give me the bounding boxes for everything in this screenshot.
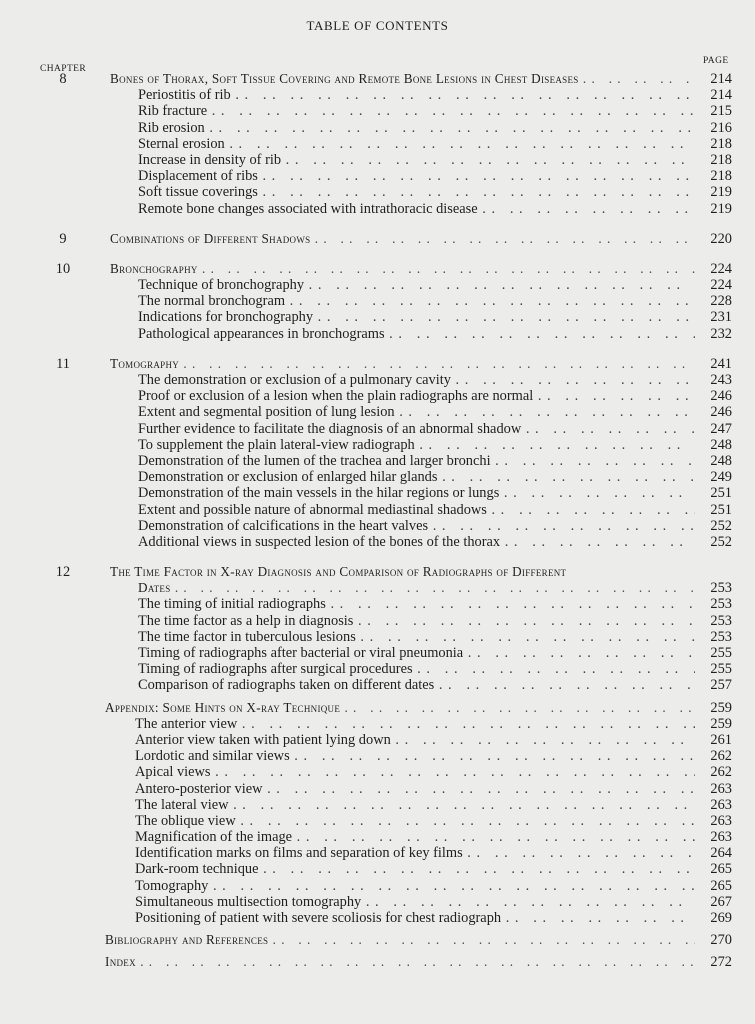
toc-entry [0,453,755,469]
entry-title: Increase in density of rib . . [138,152,695,168]
index-title: Index . . [105,954,695,970]
toc-entry [0,781,755,797]
toc-entry [0,732,755,748]
toc-entry [0,184,755,200]
chapter-11-heading [0,356,755,372]
bibliography-heading [0,932,755,948]
toc-list [0,71,755,971]
chapter-8-heading [0,71,755,87]
page-number: 248 [710,452,732,469]
toc-entry [0,421,755,437]
entry-title: The time factor in tuberculous lesions . . [138,629,695,645]
toc-entry [0,534,755,550]
chapter-title-cont: Dates . . [138,580,695,596]
entry-title: Rib fracture . . [138,103,695,119]
page-number: 263 [710,812,732,829]
entry-title: Pathological appearances in bronchograms . . [138,326,695,342]
toc-entry [0,629,755,645]
appendix-heading [0,700,755,716]
entry-title: To supplement the plain lateral-view radiograph . . [138,437,695,453]
appendix-title: Appendix: Some Hints on X-ray Technique . . [105,700,695,716]
page-title: TABLE OF CONTENTS [306,18,449,33]
toc-entry [0,910,755,926]
page-number: 224 [710,277,732,294]
entry-title: Soft tissue coverings . . [138,184,695,200]
chapter-number: 8 [59,71,67,87]
toc-entry [0,748,755,764]
page-number: 214 [710,87,732,104]
toc-entry [0,764,755,780]
toc-entry [0,469,755,485]
page-number: 232 [710,325,732,342]
toc-entry [0,201,755,217]
page-number: 252 [710,533,732,550]
chapter-9-heading [0,231,755,247]
toc-entry [0,716,755,732]
toc-entry [0,502,755,518]
entry-title: Apical views . . [135,764,695,780]
toc-entry [0,829,755,845]
entry-title: Sternal erosion . . [138,136,695,152]
page-number: 228 [710,293,732,310]
entry-title: Technique of bronchography . . [138,277,695,293]
toc-entry [0,861,755,877]
entry-title: Demonstration or exclusion of enlarged hilar glands . . [138,469,695,485]
page-number: 218 [710,135,732,152]
toc-entry [0,87,755,103]
toc-entry [0,152,755,168]
page-number: 220 [710,230,732,247]
entry-title: The timing of initial radiographs . . [138,596,695,612]
entry-title: Positioning of patient with severe scoliosis for chest radiograph . . [135,910,695,926]
toc-entry [0,277,755,293]
toc-entry [0,437,755,453]
entry-title: The lateral view . . [135,797,695,813]
toc-entry [0,613,755,629]
chapter-number: 10 [55,260,71,277]
entry-title: Lordotic and similar views . . [135,748,695,764]
chapter-title: Tomography . . [110,356,695,372]
toc-entry [0,404,755,420]
chapter-number: 12 [55,564,71,581]
page-number: 253 [710,580,732,597]
entry-title: Comparison of radiographs taken on different dates . . [138,677,695,693]
entry-title: Proof or exclusion of a lesion when the plain radiographs are normal . . [138,388,695,404]
page-number: 255 [710,661,732,678]
page-number: 263 [710,796,732,813]
page-number: 231 [710,309,732,326]
page-number: 241 [710,355,732,372]
toc-entry [0,894,755,910]
page-number: 253 [710,612,732,629]
toc-entry [0,845,755,861]
chapter-title: Bronchography . . [110,261,695,277]
toc-entry [0,388,755,404]
page-number: 243 [710,372,732,388]
page-number: 216 [710,119,732,136]
page-number: 224 [710,260,732,277]
toc-entry [0,645,755,661]
entry-title: Indications for bronchography . . [138,309,695,325]
page-number: 267 [710,893,732,910]
entry-title: The time factor as a help in diagnosis . . [138,613,695,629]
toc-entry [0,136,755,152]
toc-entry [0,293,755,309]
toc-entry [0,677,755,693]
page-number: 259 [710,715,732,732]
page-number: 251 [710,501,732,518]
page-number: 251 [710,485,732,502]
page-number: 269 [710,910,732,926]
page-number: 218 [710,168,732,185]
page-number: 252 [710,517,732,534]
page-number: 219 [710,184,732,201]
entry-title: Antero-posterior view . . [135,781,695,797]
page-number: 262 [710,748,732,765]
toc-entry [0,120,755,136]
entry-title: The demonstration or exclusion of a pulmonary cavity . . [138,372,695,388]
page-number: 272 [710,954,732,971]
entry-title: Identification marks on films and separation of key films . . [135,845,695,861]
toc-entry [0,103,755,119]
entry-title: Timing of radiographs after bacterial or viral pneumonia . . [138,645,695,661]
entry-title: Periostitis of rib . . [138,87,695,103]
entry-title: Magnification of the image . . [135,829,695,845]
toc-entry [0,661,755,677]
entry-title: Remote bone changes associated with intrathoracic disease . . [138,201,695,217]
chapter-12-heading-cont [0,580,755,596]
entry-title: Additional views in suspected lesion of the bones of the thorax . . [138,534,695,550]
page-number: 261 [710,731,732,748]
page-number: 218 [710,151,732,168]
entry-title: Dark-room technique . . [135,861,695,877]
page-number: 259 [710,699,732,716]
chapter-12-heading [0,564,755,580]
entry-title: Extent and possible nature of abnormal mediastinal shadows . . [138,502,695,518]
entry-title: Anterior view taken with patient lying down . . [135,732,695,748]
entry-title: Simultaneous multisection tomography . . [135,894,695,910]
index-heading [0,954,755,970]
page-number: 264 [710,845,732,862]
page-number: 262 [710,764,732,781]
page-number: 265 [710,861,732,878]
page-column-label: PAGE [703,56,729,66]
toc-entry [0,797,755,813]
entry-title: Timing of radiographs after surgical procedures . . [138,661,695,677]
toc-entry [0,168,755,184]
toc-entry [0,309,755,325]
page-number: 248 [710,436,732,453]
entry-title: The anterior view . . [135,716,695,732]
chapter-number: 11 [56,355,70,372]
page-number: 247 [710,420,732,437]
toc-entry [0,596,755,612]
entry-title: Further evidence to facilitate the diagnosis of an abnormal shadow . . [138,421,695,437]
chapter-column-label: CHAPTER [40,64,87,74]
page-number: 265 [710,877,732,894]
page-number: 257 [710,677,732,694]
chapter-10-heading [0,261,755,277]
toc-entry [0,878,755,894]
page-number: 263 [710,780,732,797]
page-number: 270 [710,932,732,949]
chapter-title: Bones of Thorax, Soft Tissue Covering and Remote Bone Lesions in Chest Diseases . . [110,71,695,87]
page-number: 255 [710,645,732,661]
chapter-number: 9 [59,230,67,247]
entry-title: Demonstration of the lumen of the trachea and larger bronchi . . [138,453,695,469]
page-number: 219 [710,200,732,217]
page-number: 246 [710,388,732,405]
toc-entry [0,518,755,534]
entry-title: Tomography . . [135,878,695,894]
bibliography-title: Bibliography and References . . [105,932,695,948]
chapter-title: Combinations of Different Shadows . . [110,231,695,247]
page-number: 253 [710,596,732,613]
page-number: 214 [710,71,732,87]
entry-title: Rib erosion . . [138,120,695,136]
page-number: 246 [710,404,732,421]
chapter-title: The Time Factor in X-ray Diagnosis and Comparison of Radiographs of Different [110,564,567,580]
entry-title: Extent and segmental position of lung lesion . . [138,404,695,420]
toc-entry [0,326,755,342]
entry-title: The normal bronchogram . . [138,293,695,309]
toc-entry [0,372,755,388]
toc-entry [0,813,755,829]
toc-entry [0,485,755,501]
entry-title: Demonstration of calcifications in the heart valves . . [138,518,695,534]
page-number: 249 [710,469,732,486]
entry-title: Displacement of ribs . . [138,168,695,184]
page-number: 253 [710,628,732,645]
entry-title: The oblique view . . [135,813,695,829]
entry-title: Demonstration of the main vessels in the hilar regions or lungs . . [138,485,695,501]
page-number: 215 [710,103,732,120]
page-number: 263 [710,829,732,846]
